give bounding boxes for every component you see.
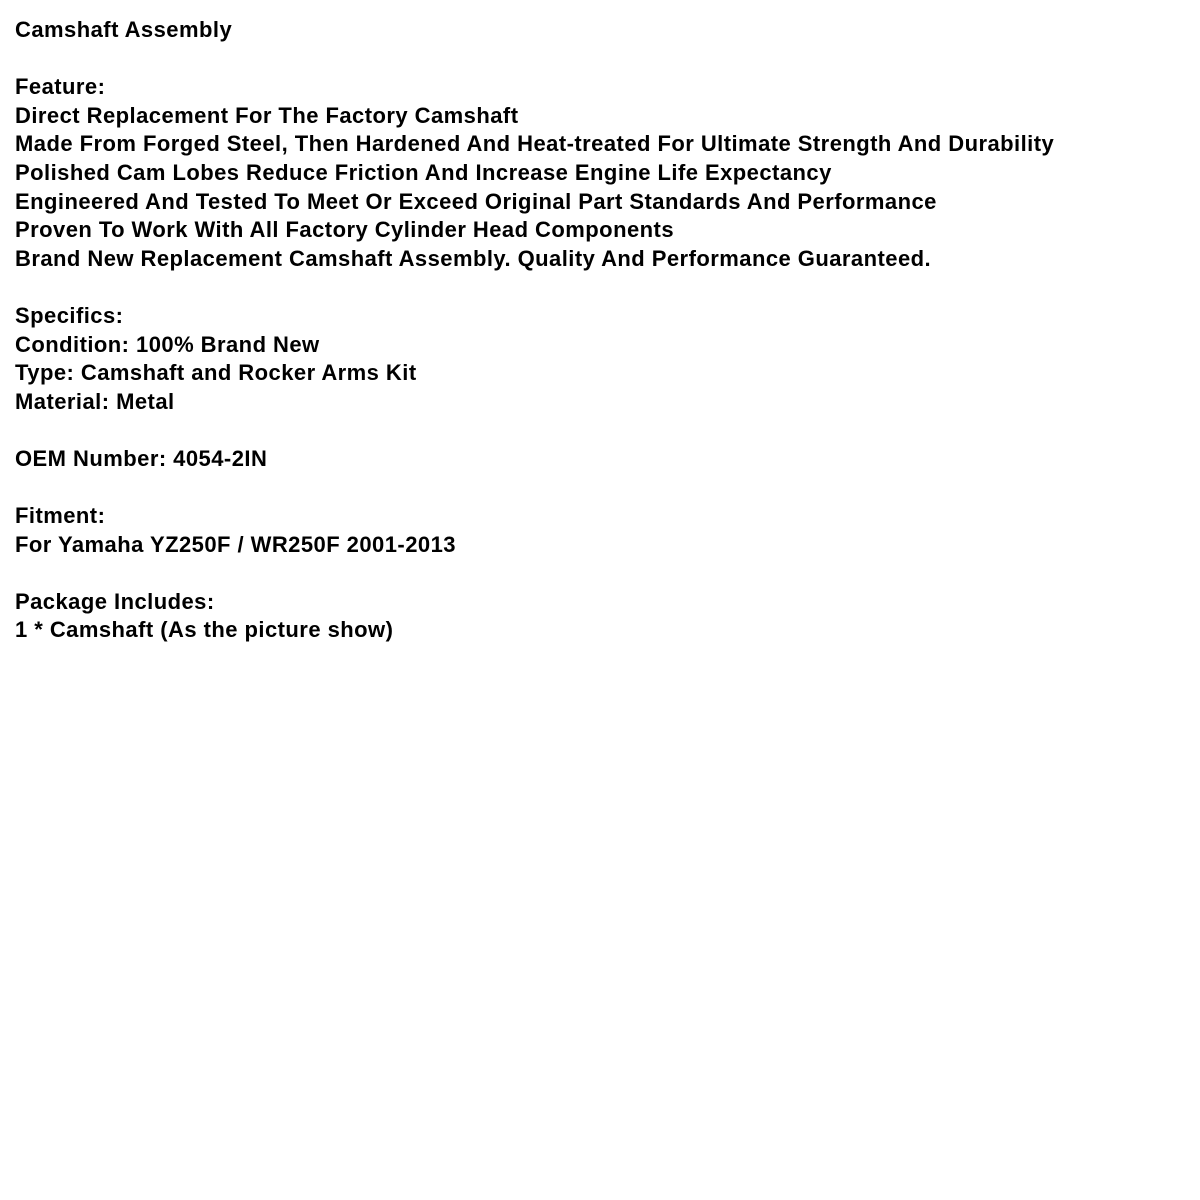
spec-type: Type: Camshaft and Rocker Arms Kit	[15, 360, 417, 386]
feature-item: Brand New Replacement Camshaft Assembly. Quality And Performance Guaranteed.	[15, 245, 932, 271]
feature-item: Made From Forged Steel, Then Hardened And Heat-treated For Ultimate Strength And Durability	[15, 131, 1055, 157]
oem-number: OEM Number: 4054-2IN	[15, 445, 268, 471]
spacer	[15, 559, 1185, 588]
spacer	[15, 474, 1185, 503]
package-heading: Package Includes:	[15, 588, 215, 614]
feature-item: Proven To Work With All Factory Cylinder Head Components	[15, 217, 674, 243]
spec-condition: Condition: 100% Brand New	[15, 331, 320, 357]
spec-material: Material: Metal	[15, 388, 175, 414]
feature-item: Engineered And Tested To Meet Or Exceed Original Part Standards And Performance	[15, 188, 937, 214]
package-value: 1 * Camshaft (As the picture show)	[15, 617, 394, 643]
specifics-heading: Specifics:	[15, 302, 124, 328]
spacer	[15, 45, 1185, 74]
fitment-value: For Yamaha YZ250F / WR250F 2001-2013	[15, 531, 456, 557]
feature-item: Direct Replacement For The Factory Camshaft	[15, 102, 519, 128]
spacer	[15, 273, 1185, 302]
document-title: Camshaft Assembly	[15, 17, 233, 42]
feature-item: Polished Cam Lobes Reduce Friction And Increase Engine Life Expectancy	[15, 159, 832, 185]
fitment-heading: Fitment:	[15, 503, 106, 529]
spacer	[15, 416, 1185, 445]
feature-heading: Feature:	[15, 74, 106, 100]
product-description	[15, 16, 1185, 645]
